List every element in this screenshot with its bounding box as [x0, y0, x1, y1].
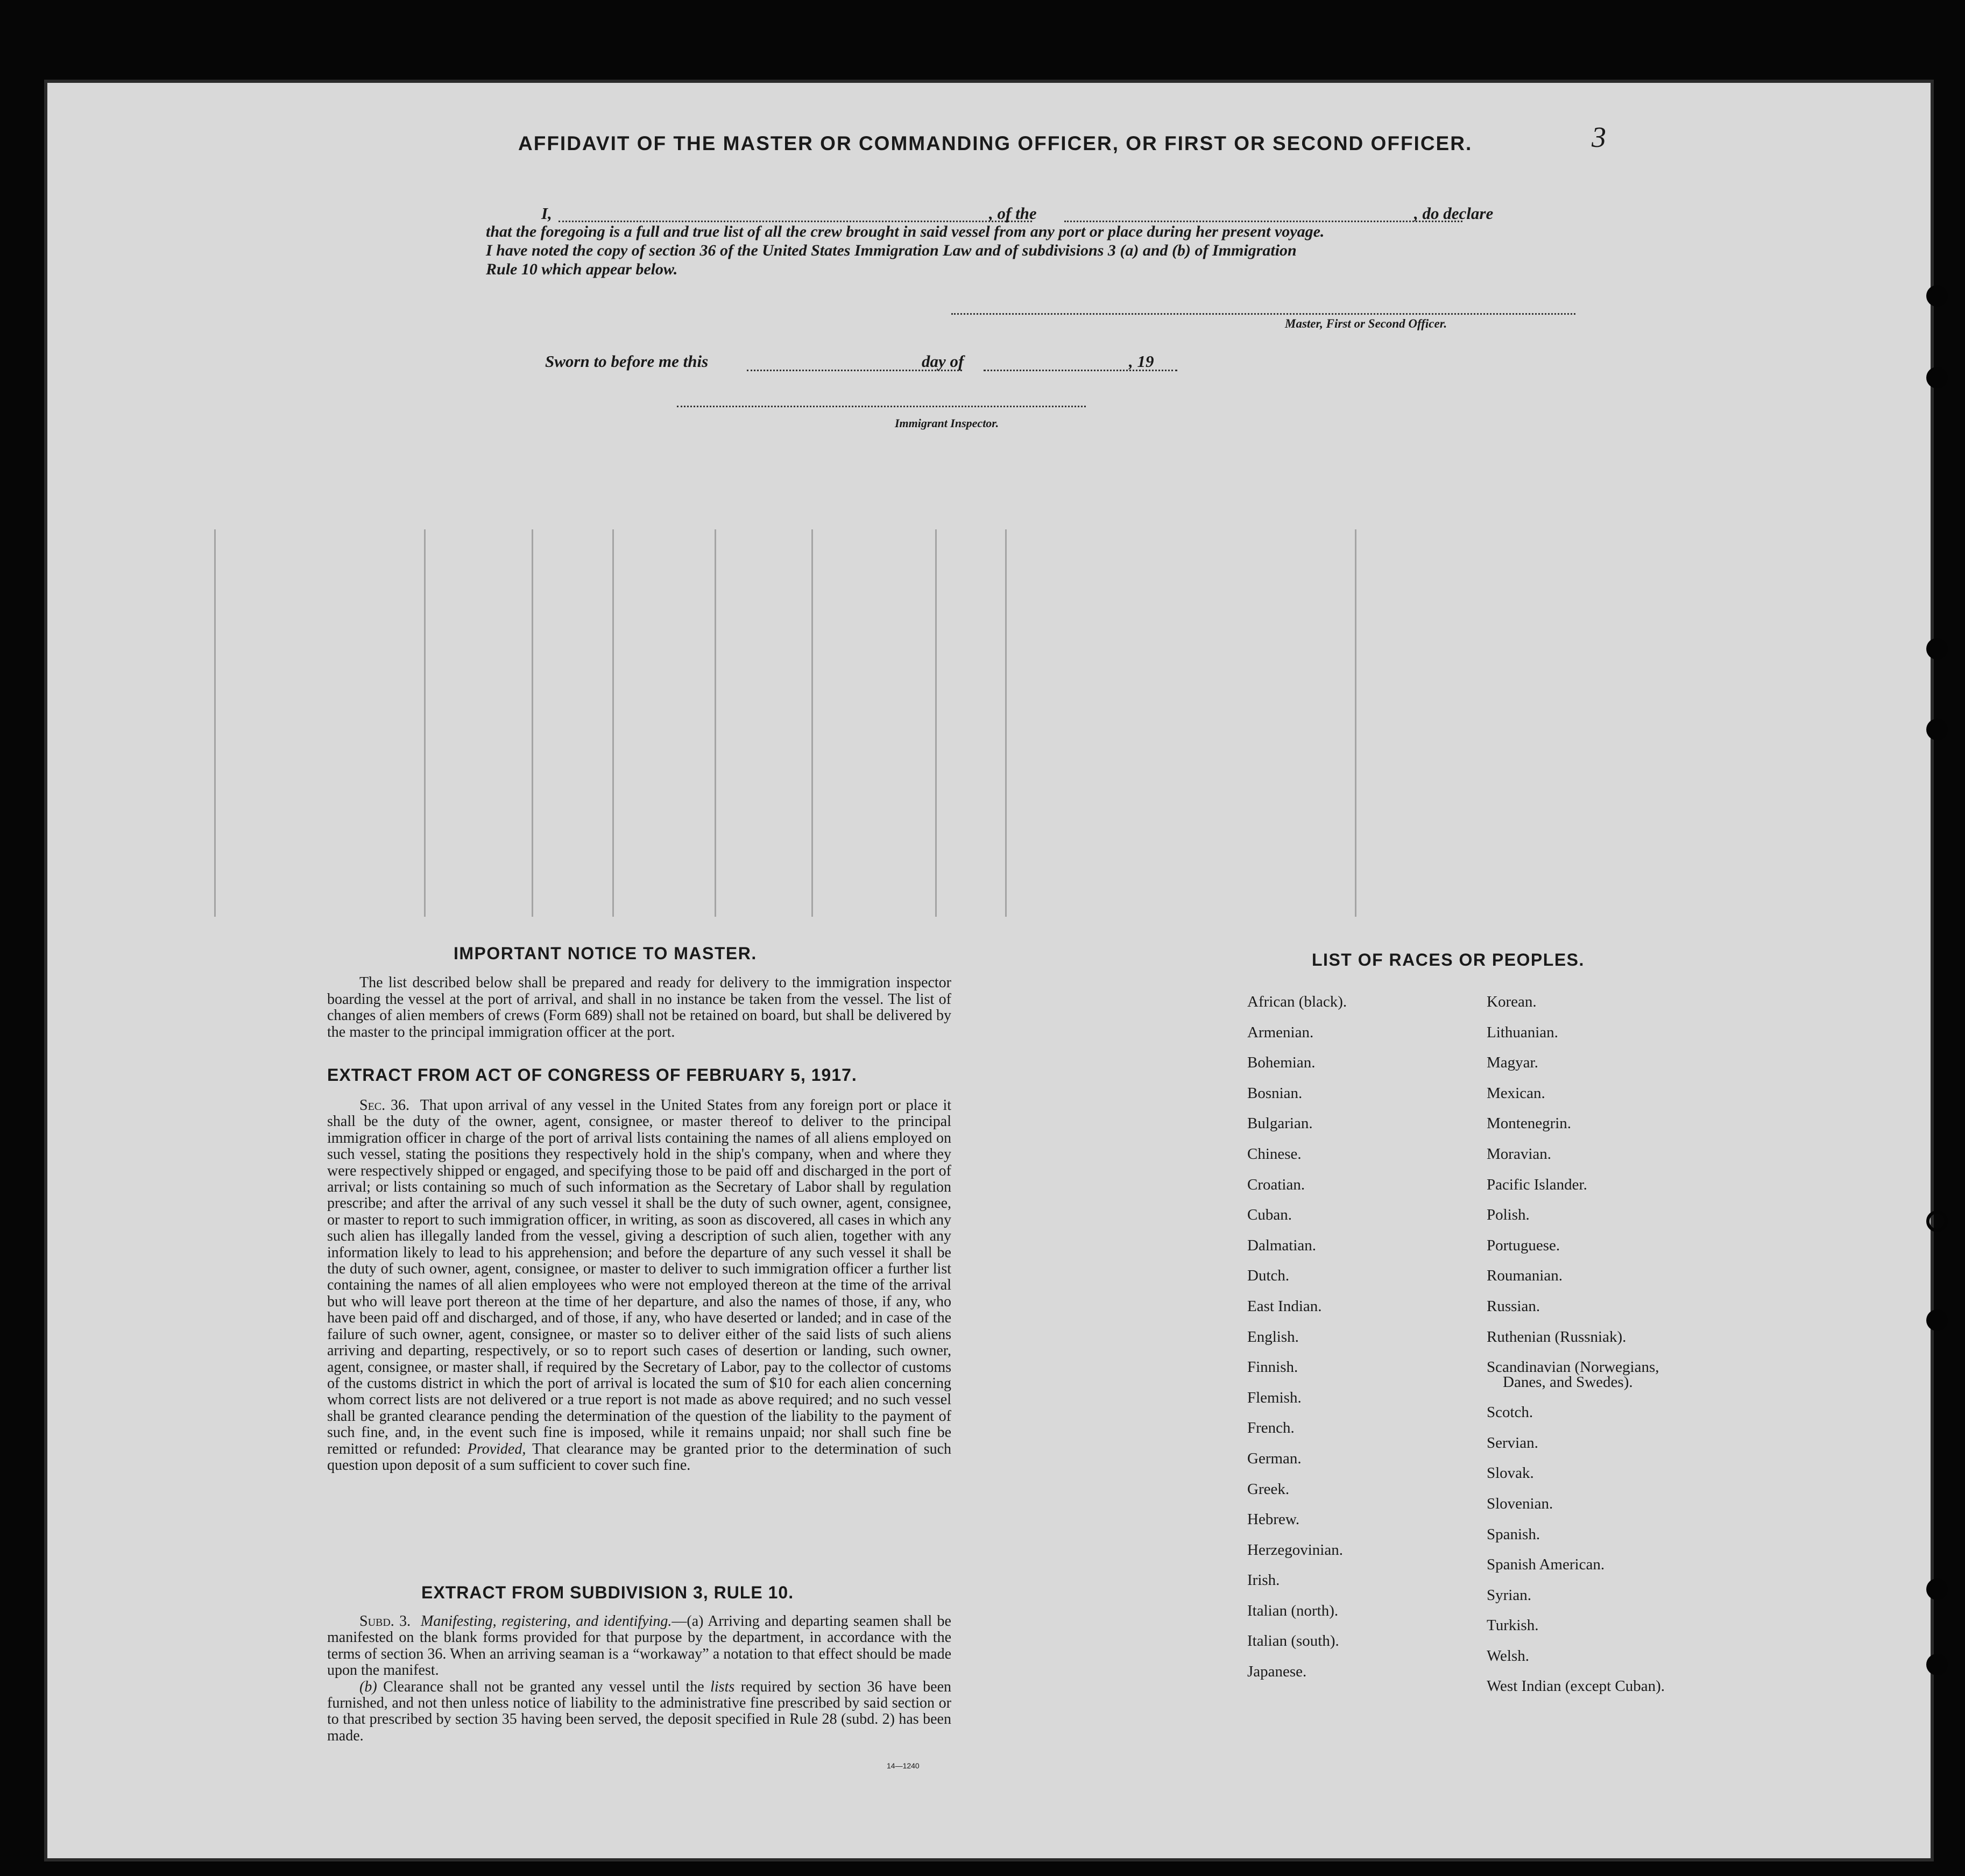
rule-b-text-1: Clearance shall not be granted any vessel until the — [383, 1678, 704, 1695]
act-text: That upon arrival of any vessel in the United States from any foreign port or place it shall be the duty of the owner, agent, consignee, or master thereof to deliver to the principal immigration officer in charge of the port of arrival lists containing the names of all aliens employed on such vessel, stating the positions they respectively hold in the ship's company, when and where they were respectively shipped or engaged, and specifying those to be paid off and discharged in the port of arrival; or lists containing so much of such information as the Secretary of Labor shall by regulation prescribe; and after the arrival of any such vessel it shall be the duty of such owner, agent, consignee, or master to report to such immigration officer, in writing, as soon as discovered, all cases in which any such alien has illegally landed from the vessel, giving a description of such alien, together with any information likely to lead to his apprehension; and before the departure of any such vessel it shall be the duty of such owner, agent, consignee, or master to deliver to such immigration officer a further list containing the names of all alien employees who were not employed thereon at the time of the arrival but who will leave port thereon at the time of her departure, and also the names of those, if any, who have been paid off and discharged, and of those, if any, who have deserted or landed; and in case of the failure of such owner, agent, consignee, or master so to deliver either of the said lists of such aliens arriving and departing, respectively, or so to report such cases of desertion or landing, such owner, agent, consignee, or master shall, if required by the Secretary of Labor, pay to the collector of customs of the customs district in which the port of arrival is located the sum of $10 for each alien concerning whom correct lists are not delivered or a true report is not made as above required; and no such vessel shall be granted clearance pending the determination of the question of the liability to the payment of such fine, and, in the event such fine is imposed, while it remains unpaid; nor shall such fine be remitted or refunded: — [327, 1097, 952, 1457]
year-label: , 19 — [1129, 352, 1154, 371]
race-item: Chinese. — [1247, 1145, 1302, 1163]
race-item: Bohemian. — [1247, 1054, 1316, 1072]
bleed-through-rule — [1005, 529, 1007, 917]
day-of-label: day of — [922, 352, 964, 371]
rule-b-label: (b) — [359, 1678, 377, 1695]
punch-hole — [1926, 1309, 1948, 1331]
affidavit-line-4: Rule 10 which appear below. — [486, 260, 678, 278]
rule-a-text: —(a) Arriving and departing seamen shall be manifested on the blank forms provided for that purpose by the department, in accordance with the terms of section 36. When an arriving seaman is a “workaway” a notation to that effect should be made upon the manifest. — [327, 1613, 951, 1679]
race-item: Magyar. — [1487, 1054, 1538, 1072]
act-tail: That clearance may be granted prior to the determination of such question upon deposit of a sum sufficient to cover such fine. — [327, 1440, 952, 1474]
race-item: Syrian. — [1487, 1586, 1531, 1604]
name-blank — [559, 221, 1032, 222]
notice-body — [327, 975, 951, 1040]
race-item: Hebrew. — [1247, 1511, 1300, 1528]
race-item: Korean. — [1487, 993, 1537, 1010]
affidavit-line-2: that the foregoing is a full and true list of all the crew brought in said vessel from any port or place during her present voyage. — [486, 223, 1325, 240]
race-item: Lithuanian. — [1487, 1023, 1558, 1041]
punch-hole — [1926, 367, 1948, 388]
punch-hole — [1926, 285, 1948, 307]
rule-title: EXTRACT FROM SUBDIVISION 3, RULE 10. — [421, 1583, 794, 1602]
form-number: 14—1240 — [887, 1761, 920, 1770]
sworn-label: Sworn to before me this — [545, 352, 709, 371]
race-item: Roumanian. — [1487, 1267, 1563, 1285]
race-item: Flemish. — [1247, 1389, 1302, 1406]
race-item: Welsh. — [1487, 1647, 1530, 1665]
punch-hole — [1926, 719, 1948, 740]
bleed-through-rule — [811, 529, 813, 917]
race-item: Greek. — [1247, 1480, 1290, 1498]
race-item: Japanese. — [1247, 1663, 1307, 1681]
rule-b-text-2: required by section 36 have been furnished, and not then unless notice of liability to the administrative fine prescribed by said section or to that prescribed by section 35 having been served, the deposit specified in Rule 28 (subd. 2) has been made. — [327, 1678, 952, 1744]
rule-subd-label: Subd. 3. — [359, 1613, 411, 1630]
bleed-through-rule — [612, 529, 614, 917]
race-item: Scotch. — [1487, 1404, 1533, 1421]
race-item: Herzegovinian. — [1247, 1541, 1343, 1559]
race-item: Polish. — [1487, 1206, 1530, 1224]
inspector-caption: Immigrant Inspector. — [895, 416, 999, 430]
race-item: West Indian (except Cuban). — [1487, 1677, 1665, 1695]
race-item: Ruthenian (Russniak). — [1487, 1328, 1627, 1346]
rule-b-lists: lists — [710, 1678, 735, 1695]
bleed-through-rule — [715, 529, 716, 917]
rule-subd-heading: Manifesting, registering, and identifying. — [420, 1613, 672, 1630]
race-item: Italian (north). — [1247, 1602, 1339, 1619]
race-item: French. — [1247, 1419, 1295, 1437]
race-item: Servian. — [1487, 1434, 1538, 1452]
bleed-through-rule — [935, 529, 937, 917]
race-item: Danes, and Swedes). — [1503, 1374, 1633, 1391]
race-item: Finnish. — [1247, 1358, 1298, 1376]
race-item: Irish. — [1247, 1571, 1280, 1589]
affidavit-of-the: , of the — [989, 204, 1037, 223]
races-right-column — [1487, 987, 1665, 1702]
notice-title: IMPORTANT NOTICE TO MASTER. — [454, 944, 757, 963]
bleed-through-rule — [1355, 529, 1356, 917]
race-item: Cuban. — [1247, 1206, 1292, 1224]
race-item: Russian. — [1487, 1297, 1540, 1315]
race-item: Italian (south). — [1247, 1632, 1339, 1650]
affidavit-do-declare: , do declare — [1414, 204, 1494, 223]
punch-hole — [1926, 1210, 1948, 1232]
affidavit-title: AFFIDAVIT OF THE MASTER OR COMMANDING OFFICER, OR FIRST OR SECOND OFFICER. — [518, 132, 1473, 154]
affidavit-line-3: I have noted the copy of section 36 of the United States Immigration Law and of subdivisions 3 (a) and (b) of Immigration — [486, 242, 1297, 259]
race-item: Mexican. — [1487, 1084, 1545, 1102]
punch-hole — [1926, 1578, 1948, 1600]
races-title: LIST OF RACES OR PEOPLES. — [1312, 950, 1585, 969]
race-item: Armenian. — [1247, 1023, 1314, 1041]
races-left-column — [1247, 987, 1347, 1687]
race-item: Dalmatian. — [1247, 1236, 1317, 1254]
race-item: English. — [1247, 1328, 1299, 1346]
race-item: Bulgarian. — [1247, 1115, 1313, 1132]
affidavit-i-label: I, — [541, 204, 552, 223]
master-signature-blank — [951, 313, 1575, 315]
page-mark: 3 — [1592, 121, 1606, 153]
race-item: Pacific Islander. — [1487, 1176, 1587, 1193]
race-item: Croatian. — [1247, 1176, 1305, 1193]
rule-a — [327, 1613, 951, 1679]
bleed-through-rule — [424, 529, 426, 917]
act-section-label: Sec. 36. — [359, 1097, 409, 1114]
vessel-blank — [1064, 221, 1462, 222]
bleed-through-rule — [532, 529, 533, 917]
race-item: Scandinavian (Norwegians, — [1487, 1358, 1659, 1376]
race-item: East Indian. — [1247, 1297, 1322, 1315]
race-item: Spanish American. — [1487, 1556, 1605, 1574]
notice-text: The list described below shall be prepared and ready for delivery to the immigration inspector boarding the vessel at the port of arrival, and shall in no instance be taken from the vessel. The list of changes of alien members of crews (Form 689) shall not be retained on board, but shall be delivered by the master to the principal immigration officer at the port. — [327, 974, 951, 1040]
act-paragraph — [327, 1098, 951, 1474]
race-item: Portuguese. — [1487, 1236, 1560, 1254]
act-provided: Provided, — [467, 1440, 526, 1457]
race-item: Slovenian. — [1487, 1495, 1553, 1512]
act-title: EXTRACT FROM ACT OF CONGRESS OF FEBRUARY 5, 1917. — [327, 1065, 857, 1085]
act-body — [327, 1098, 951, 1474]
race-item: Dutch. — [1247, 1267, 1290, 1285]
bleed-through-header — [365, 146, 377, 181]
punch-hole — [1926, 638, 1948, 660]
race-item: German. — [1247, 1449, 1302, 1467]
race-item: Moravian. — [1487, 1145, 1551, 1163]
rule-body — [327, 1613, 951, 1744]
punch-hole — [1926, 1654, 1948, 1675]
rule-b — [327, 1679, 951, 1745]
inspector-signature-blank — [677, 406, 1086, 407]
race-item: Slovak. — [1487, 1464, 1534, 1482]
master-caption: Master, First or Second Officer. — [1285, 317, 1447, 330]
race-item: Montenegrin. — [1487, 1115, 1572, 1132]
race-item: African (black). — [1247, 993, 1347, 1010]
race-item: Turkish. — [1487, 1617, 1539, 1634]
race-item: Spanish. — [1487, 1525, 1540, 1543]
race-item: Bosnian. — [1247, 1084, 1303, 1102]
document-page — [47, 83, 1931, 1858]
bleed-through-rule — [214, 529, 216, 917]
